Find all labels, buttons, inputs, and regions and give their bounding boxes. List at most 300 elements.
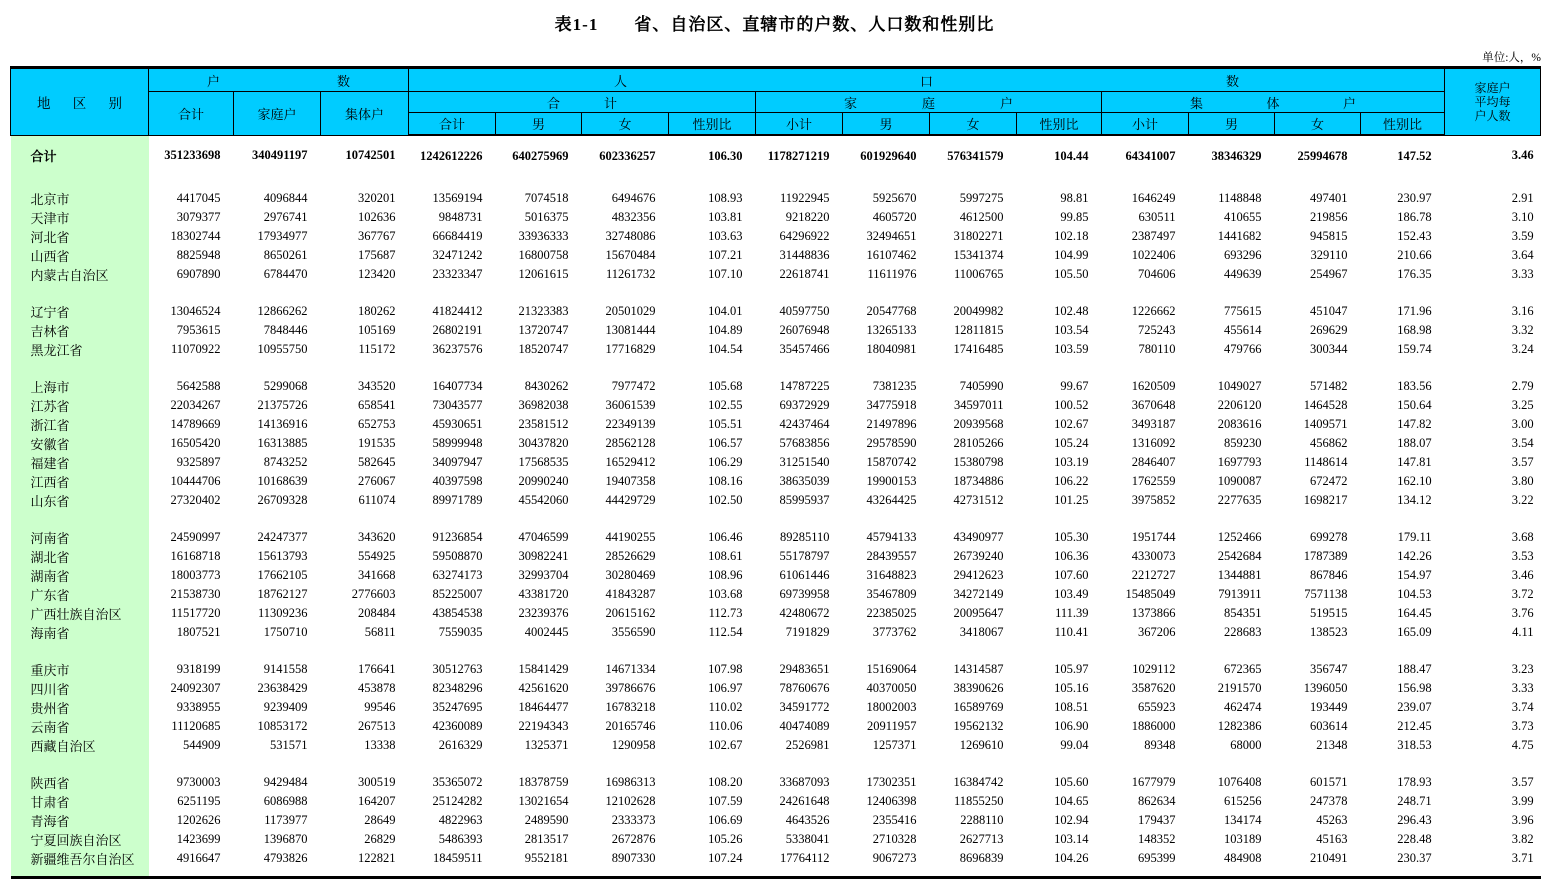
value-cell: 148352 bbox=[1138, 832, 1176, 846]
value-cell: 11855250 bbox=[953, 794, 1004, 808]
value-cell: 111.39 bbox=[1055, 606, 1089, 620]
value-cell: 42561620 bbox=[518, 681, 569, 695]
value-cell: 4916647 bbox=[176, 851, 221, 865]
value-cell: 2976741 bbox=[263, 210, 308, 224]
value-cell: 8743252 bbox=[263, 455, 308, 469]
value-cell: 105.24 bbox=[1054, 436, 1089, 450]
value-cell: 19562132 bbox=[953, 719, 1004, 733]
value-cell: 228683 bbox=[1224, 625, 1262, 639]
value-cell: 57683856 bbox=[779, 436, 830, 450]
value-cell: 103.54 bbox=[1054, 323, 1089, 337]
value-cell: 10853172 bbox=[257, 719, 308, 733]
value-cell: 276067 bbox=[358, 474, 396, 488]
value-cell: 1951744 bbox=[1131, 530, 1176, 544]
value-cell: 1620509 bbox=[1131, 379, 1176, 393]
value-cell: 103.63 bbox=[708, 229, 743, 243]
region-cell bbox=[11, 359, 149, 377]
value-cell: 658541 bbox=[358, 398, 396, 412]
value-cell: 4330073 bbox=[1131, 549, 1176, 563]
value-cell: 9429484 bbox=[263, 775, 308, 789]
value-cell: 4096844 bbox=[263, 191, 308, 205]
value-cell: 179.11 bbox=[1397, 530, 1432, 544]
value-cell: 82348296 bbox=[432, 681, 483, 695]
value-cell: 867846 bbox=[1310, 568, 1348, 582]
value-cell: 19900153 bbox=[866, 474, 917, 488]
value-cell: 16783218 bbox=[605, 700, 656, 714]
pop-total-male-header: 男 bbox=[496, 113, 582, 136]
value-cell: 2813517 bbox=[524, 832, 569, 846]
value-cell: 17416485 bbox=[953, 342, 1004, 356]
value-cell: 26829 bbox=[364, 832, 396, 846]
value-cell: 341668 bbox=[358, 568, 396, 582]
value-cell: 18762127 bbox=[257, 587, 308, 601]
value-cell: 164.45 bbox=[1397, 606, 1432, 620]
value-cell: 55178797 bbox=[779, 549, 830, 563]
value-cell: 107.21 bbox=[708, 248, 743, 262]
value-cell: 89285110 bbox=[779, 530, 830, 544]
population-group-header: 人 口 数 bbox=[409, 68, 1445, 92]
value-cell: 603614 bbox=[1310, 719, 1348, 733]
value-cell: 30280469 bbox=[605, 568, 656, 582]
value-cell: 1373866 bbox=[1131, 606, 1176, 620]
value-cell: 1886000 bbox=[1131, 719, 1176, 733]
value-cell: 98.81 bbox=[1060, 191, 1089, 205]
region-cell: 福建省 bbox=[11, 453, 149, 472]
value-cell: 2206120 bbox=[1217, 398, 1262, 412]
value-cell: 15841429 bbox=[518, 662, 569, 676]
value-cell: 1202626 bbox=[176, 813, 221, 827]
value-cell: 212.45 bbox=[1397, 719, 1432, 733]
pop-collective-male-header: 男 bbox=[1189, 113, 1275, 136]
region-cell bbox=[11, 171, 149, 189]
unit-note: 单位:人，% bbox=[1482, 52, 1541, 64]
value-cell: 7381235 bbox=[872, 379, 917, 393]
table-row bbox=[11, 566, 1541, 585]
value-cell: 1242612226 bbox=[420, 148, 483, 163]
value-cell: 104.65 bbox=[1054, 794, 1089, 808]
pop-total-sexratio-header: 性别比 bbox=[669, 113, 756, 136]
value-cell: 7571138 bbox=[1304, 587, 1348, 601]
value-cell: 23581512 bbox=[518, 417, 569, 431]
pop-collective-subtotal-header: 小计 bbox=[1102, 113, 1189, 136]
value-cell: 104.01 bbox=[708, 304, 743, 318]
table-row bbox=[11, 585, 1541, 604]
table-row bbox=[11, 227, 1541, 246]
value-cell: 7953615 bbox=[176, 323, 221, 337]
value-cell: 7191829 bbox=[785, 625, 830, 639]
value-cell: 9552181 bbox=[524, 851, 569, 865]
region-cell: 湖南省 bbox=[11, 566, 149, 585]
value-cell: 104.53 bbox=[1397, 587, 1432, 601]
region-cell: 安徽省 bbox=[11, 434, 149, 453]
value-cell: 3587620 bbox=[1131, 681, 1176, 695]
table-row bbox=[11, 679, 1541, 698]
value-cell: 4.11 bbox=[1512, 625, 1534, 639]
value-cell: 6784470 bbox=[263, 267, 308, 281]
region-cell: 合计 bbox=[11, 135, 149, 171]
value-cell: 20165746 bbox=[605, 719, 656, 733]
value-cell: 123420 bbox=[358, 267, 396, 281]
value-cell: 343620 bbox=[358, 530, 396, 544]
value-cell: 1282386 bbox=[1217, 719, 1262, 733]
value-cell: 99.67 bbox=[1060, 379, 1089, 393]
value-cell: 13265133 bbox=[866, 323, 917, 337]
table-row bbox=[11, 377, 1541, 396]
pop-family-sexratio-header: 性别比 bbox=[1017, 113, 1102, 136]
value-cell: 16986313 bbox=[605, 775, 656, 789]
value-cell: 24590997 bbox=[170, 530, 221, 544]
value-cell: 9730003 bbox=[176, 775, 221, 789]
value-cell: 7977472 bbox=[611, 379, 656, 393]
value-cell: 17302351 bbox=[866, 775, 917, 789]
value-cell: 106.97 bbox=[708, 681, 743, 695]
value-cell: 210491 bbox=[1310, 851, 1348, 865]
table-row bbox=[11, 453, 1541, 472]
value-cell: 1252466 bbox=[1217, 530, 1262, 544]
pop-collective-group-header: 集 体 户 bbox=[1102, 92, 1445, 113]
value-cell: 38346329 bbox=[1211, 148, 1262, 163]
value-cell: 22034267 bbox=[170, 398, 221, 412]
value-cell: 320201 bbox=[358, 191, 396, 205]
value-cell: 105.68 bbox=[708, 379, 743, 393]
value-cell: 4643526 bbox=[785, 813, 830, 827]
value-cell: 101.25 bbox=[1054, 493, 1089, 507]
value-cell: 615256 bbox=[1224, 794, 1262, 808]
region-cell: 河南省 bbox=[11, 528, 149, 547]
pop-family-group-header: 家 庭 户 bbox=[756, 92, 1102, 113]
value-cell: 10955750 bbox=[257, 342, 308, 356]
value-cell: 108.51 bbox=[1054, 700, 1089, 714]
value-cell: 43854538 bbox=[432, 606, 483, 620]
value-cell: 16800758 bbox=[518, 248, 569, 262]
empty-cell bbox=[149, 868, 1541, 878]
value-cell: 15169064 bbox=[866, 662, 917, 676]
value-cell: 859230 bbox=[1224, 436, 1262, 450]
value-cell: 672472 bbox=[1310, 474, 1348, 488]
value-cell: 110.06 bbox=[708, 719, 743, 733]
value-cell: 343520 bbox=[358, 379, 396, 393]
value-cell: 5016375 bbox=[524, 210, 569, 224]
value-cell: 105169 bbox=[358, 323, 396, 337]
value-cell: 20911957 bbox=[866, 719, 917, 733]
value-cell: 25124282 bbox=[432, 794, 483, 808]
value-cell: 1269610 bbox=[959, 738, 1004, 752]
value-cell: 3.46 bbox=[1511, 568, 1534, 582]
value-cell: 105.30 bbox=[1054, 530, 1089, 544]
value-cell: 103.19 bbox=[1054, 455, 1089, 469]
value-cell: 32494651 bbox=[866, 229, 917, 243]
value-cell: 32993704 bbox=[518, 568, 569, 582]
value-cell: 31802271 bbox=[953, 229, 1004, 243]
header-row-1 bbox=[11, 68, 1541, 92]
value-cell: 247378 bbox=[1310, 794, 1348, 808]
value-cell: 15870742 bbox=[866, 455, 917, 469]
table-row bbox=[11, 528, 1541, 547]
region-column-header: 地 区 别 bbox=[11, 68, 149, 136]
value-cell: 28526629 bbox=[605, 549, 656, 563]
value-cell: 38390626 bbox=[953, 681, 1004, 695]
value-cell: 147.52 bbox=[1397, 148, 1432, 163]
value-cell: 2387497 bbox=[1131, 229, 1176, 243]
value-cell: 14314587 bbox=[953, 662, 1004, 676]
value-cell: 16589769 bbox=[953, 700, 1004, 714]
region-cell: 黑龙江省 bbox=[11, 340, 149, 359]
value-cell: 1762559 bbox=[1131, 474, 1176, 488]
value-cell: 22618741 bbox=[779, 267, 830, 281]
table-row bbox=[11, 321, 1541, 340]
value-cell: 4822963 bbox=[438, 813, 483, 827]
value-cell: 105.97 bbox=[1054, 662, 1089, 676]
value-cell: 45542060 bbox=[518, 493, 569, 507]
avg-household-size-header bbox=[1445, 68, 1541, 136]
value-cell: 479766 bbox=[1224, 342, 1262, 356]
value-cell: 8825948 bbox=[176, 248, 221, 262]
value-cell: 107.98 bbox=[708, 662, 743, 676]
value-cell: 1697793 bbox=[1217, 455, 1262, 469]
value-cell: 27320402 bbox=[170, 493, 221, 507]
region-cell: 广西壮族自治区 bbox=[11, 604, 149, 623]
value-cell: 42731512 bbox=[953, 493, 1004, 507]
value-cell: 164207 bbox=[358, 794, 396, 808]
value-cell: 1148848 bbox=[1218, 191, 1262, 205]
value-cell: 102.48 bbox=[1054, 304, 1089, 318]
pop-total-group-header: 合 计 bbox=[409, 92, 756, 113]
avg-header-line1: 家庭户 bbox=[1474, 80, 1511, 95]
value-cell: 85225007 bbox=[432, 587, 483, 601]
value-cell: 63274173 bbox=[432, 568, 483, 582]
value-cell: 11006765 bbox=[953, 267, 1004, 281]
value-cell: 12102628 bbox=[605, 794, 656, 808]
value-cell: 105.60 bbox=[1054, 775, 1089, 789]
table-row bbox=[11, 491, 1541, 510]
value-cell: 1344881 bbox=[1217, 568, 1262, 582]
value-cell: 2672876 bbox=[611, 832, 656, 846]
value-cell: 13021654 bbox=[518, 794, 569, 808]
pop-total-female-header: 女 bbox=[582, 113, 669, 136]
value-cell: 3.25 bbox=[1511, 398, 1534, 412]
region-cell bbox=[11, 642, 149, 660]
value-cell: 20990240 bbox=[518, 474, 569, 488]
region-cell: 江苏省 bbox=[11, 396, 149, 415]
value-cell: 3.33 bbox=[1511, 681, 1534, 695]
value-cell: 115172 bbox=[358, 342, 396, 356]
pop-family-subtotal-header: 小计 bbox=[756, 113, 843, 136]
region-cell: 重庆市 bbox=[11, 660, 149, 679]
value-cell: 176.35 bbox=[1397, 267, 1432, 281]
value-cell: 451047 bbox=[1310, 304, 1348, 318]
value-cell: 945815 bbox=[1310, 229, 1348, 243]
value-cell: 108.61 bbox=[708, 549, 743, 563]
table-row bbox=[11, 736, 1541, 755]
value-cell: 4612500 bbox=[959, 210, 1004, 224]
value-cell: 11517720 bbox=[170, 606, 221, 620]
value-cell: 26739240 bbox=[953, 549, 1004, 563]
value-cell: 693296 bbox=[1224, 248, 1262, 262]
value-cell: 2542684 bbox=[1217, 549, 1262, 563]
value-cell: 1698217 bbox=[1303, 493, 1348, 507]
value-cell: 12811815 bbox=[953, 323, 1004, 337]
value-cell: 1316092 bbox=[1131, 436, 1176, 450]
table-row bbox=[11, 623, 1541, 642]
value-cell: 107.10 bbox=[708, 267, 743, 281]
value-cell: 13081444 bbox=[605, 323, 656, 337]
value-cell: 3.59 bbox=[1511, 229, 1534, 243]
region-cell: 青海省 bbox=[11, 811, 149, 830]
value-cell: 1807521 bbox=[176, 625, 221, 639]
value-cell: 41824412 bbox=[432, 304, 483, 318]
value-cell: 35365072 bbox=[432, 775, 483, 789]
value-cell: 104.89 bbox=[708, 323, 743, 337]
value-cell: 1076408 bbox=[1217, 775, 1262, 789]
value-cell: 3.24 bbox=[1511, 342, 1534, 356]
value-cell: 1173977 bbox=[264, 813, 308, 827]
hh-total-header: 合计 bbox=[149, 92, 234, 136]
value-cell: 180262 bbox=[358, 304, 396, 318]
value-cell: 2.91 bbox=[1511, 191, 1534, 205]
value-cell: 22349139 bbox=[605, 417, 656, 431]
region-cell: 甘肃省 bbox=[11, 792, 149, 811]
pop-total-total-header: 合计 bbox=[409, 113, 496, 136]
value-cell: 6251195 bbox=[177, 794, 221, 808]
value-cell: 45930651 bbox=[432, 417, 483, 431]
value-cell: 102.55 bbox=[708, 398, 743, 412]
value-cell: 3.23 bbox=[1511, 662, 1534, 676]
value-cell: 2526981 bbox=[785, 738, 830, 752]
value-cell: 672365 bbox=[1224, 662, 1262, 676]
value-cell: 28105266 bbox=[953, 436, 1004, 450]
table-row bbox=[11, 208, 1541, 227]
value-cell: 104.54 bbox=[708, 342, 743, 356]
region-cell: 河北省 bbox=[11, 227, 149, 246]
value-cell: 2489590 bbox=[524, 813, 569, 827]
value-cell: 42480672 bbox=[779, 606, 830, 620]
value-cell: 12061615 bbox=[518, 267, 569, 281]
value-cell: 18003773 bbox=[170, 568, 221, 582]
value-cell: 1226662 bbox=[1131, 304, 1176, 318]
value-cell: 3.74 bbox=[1511, 700, 1534, 714]
value-cell: 105.51 bbox=[708, 417, 743, 431]
value-cell: 85995937 bbox=[779, 493, 830, 507]
pop-family-male-header: 男 bbox=[843, 113, 930, 136]
total-row bbox=[11, 135, 1541, 171]
value-cell: 28439557 bbox=[866, 549, 917, 563]
value-cell: 29483651 bbox=[779, 662, 830, 676]
value-cell: 17716829 bbox=[605, 342, 656, 356]
value-cell: 351233698 bbox=[164, 148, 221, 163]
value-cell: 519515 bbox=[1310, 606, 1348, 620]
value-cell: 102.50 bbox=[708, 493, 743, 507]
value-cell: 15341374 bbox=[953, 248, 1004, 262]
value-cell: 13338 bbox=[364, 738, 396, 752]
value-cell: 11922945 bbox=[779, 191, 830, 205]
value-cell: 4832356 bbox=[611, 210, 656, 224]
value-cell: 162.10 bbox=[1397, 474, 1432, 488]
region-cell bbox=[11, 510, 149, 528]
table-row bbox=[11, 717, 1541, 736]
region-cell: 浙江省 bbox=[11, 415, 149, 434]
value-cell: 356747 bbox=[1310, 662, 1348, 676]
value-cell: 16505420 bbox=[170, 436, 221, 450]
value-cell: 230.97 bbox=[1397, 191, 1432, 205]
value-cell: 7559035 bbox=[438, 625, 483, 639]
value-cell: 17764112 bbox=[779, 851, 830, 865]
region-cell: 山东省 bbox=[11, 491, 149, 510]
value-cell: 102636 bbox=[358, 210, 396, 224]
value-cell: 25994678 bbox=[1297, 148, 1348, 163]
value-cell: 269629 bbox=[1310, 323, 1348, 337]
value-cell: 186.78 bbox=[1397, 210, 1432, 224]
value-cell: 178.93 bbox=[1397, 775, 1432, 789]
value-cell: 20615162 bbox=[605, 606, 656, 620]
value-cell: 576341579 bbox=[947, 148, 1004, 163]
value-cell: 69372929 bbox=[779, 398, 830, 412]
value-cell: 103.81 bbox=[708, 210, 743, 224]
value-cell: 105.16 bbox=[1054, 681, 1089, 695]
value-cell: 10168639 bbox=[257, 474, 308, 488]
value-cell: 152.43 bbox=[1397, 229, 1432, 243]
value-cell: 107.24 bbox=[708, 851, 743, 865]
value-cell: 1677979 bbox=[1131, 775, 1176, 789]
value-cell: 20095647 bbox=[953, 606, 1004, 620]
table-title: 表1-1 省、自治区、直辖市的户数、人口数和性别比 bbox=[554, 15, 995, 34]
value-cell: 34272149 bbox=[953, 587, 1004, 601]
value-cell: 19407358 bbox=[605, 474, 656, 488]
value-cell: 147.81 bbox=[1397, 455, 1432, 469]
spacer-row bbox=[11, 171, 1541, 189]
value-cell: 142.26 bbox=[1397, 549, 1432, 563]
value-cell: 1423699 bbox=[176, 832, 221, 846]
value-cell: 219856 bbox=[1310, 210, 1348, 224]
value-cell: 3773762 bbox=[872, 625, 917, 639]
table-header bbox=[11, 68, 1541, 136]
value-cell: 68000 bbox=[1230, 738, 1262, 752]
value-cell: 2083616 bbox=[1217, 417, 1262, 431]
value-cell: 2288110 bbox=[960, 813, 1004, 827]
table-row bbox=[11, 698, 1541, 717]
value-cell: 107.59 bbox=[708, 794, 743, 808]
value-cell: 107.60 bbox=[1054, 568, 1089, 582]
value-cell: 544909 bbox=[183, 738, 221, 752]
value-cell: 2627713 bbox=[959, 832, 1004, 846]
value-cell: 4793826 bbox=[263, 851, 308, 865]
value-cell: 45163 bbox=[1316, 832, 1348, 846]
value-cell: 43381720 bbox=[518, 587, 569, 601]
value-cell: 6086988 bbox=[263, 794, 308, 808]
value-cell: 30982241 bbox=[518, 549, 569, 563]
value-cell: 11611976 bbox=[867, 267, 917, 281]
value-cell: 106.29 bbox=[708, 455, 743, 469]
value-cell: 59508870 bbox=[432, 549, 483, 563]
value-cell: 89348 bbox=[1144, 738, 1176, 752]
value-cell: 20547768 bbox=[866, 304, 917, 318]
value-cell: 108.96 bbox=[708, 568, 743, 582]
value-cell: 23239376 bbox=[518, 606, 569, 620]
value-cell: 191535 bbox=[358, 436, 396, 450]
table-row bbox=[11, 792, 1541, 811]
value-cell: 3.64 bbox=[1511, 248, 1534, 262]
value-cell: 26076948 bbox=[779, 323, 830, 337]
value-cell: 1787389 bbox=[1303, 549, 1348, 563]
table-row bbox=[11, 849, 1541, 868]
value-cell: 3975852 bbox=[1131, 493, 1176, 507]
value-cell: 6907890 bbox=[176, 267, 221, 281]
value-cell: 21497896 bbox=[866, 417, 917, 431]
value-cell: 8696839 bbox=[959, 851, 1004, 865]
value-cell: 35467809 bbox=[866, 587, 917, 601]
value-cell: 5486393 bbox=[438, 832, 483, 846]
value-cell: 854351 bbox=[1224, 606, 1262, 620]
value-cell: 40597750 bbox=[779, 304, 830, 318]
